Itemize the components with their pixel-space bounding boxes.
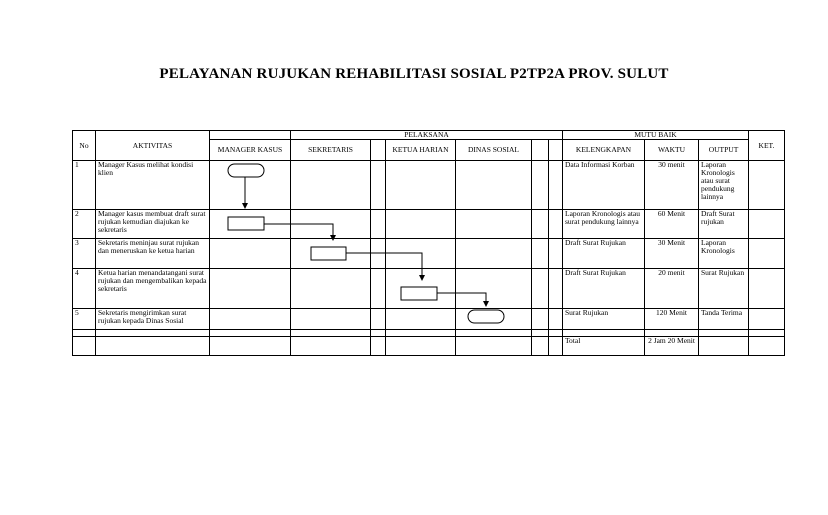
table-row [73, 239, 785, 269]
row-aktivitas: Manager kasus membuat draft surat rujukan kemudian diajukan ke sekretaris [96, 210, 210, 239]
row-waktu: 20 menit [645, 269, 699, 309]
row-kelengkapan: Draft Surat Rujukan [563, 239, 645, 269]
header-waktu: WAKTU [645, 140, 699, 161]
header-spacer [532, 140, 549, 161]
header-no: No [73, 131, 96, 161]
header-spacer [549, 140, 563, 161]
row-aktivitas: Ketua harian menandatangani surat rujukan dan mengembalikan kepada sekretaris [96, 269, 210, 309]
row-kelengkapan: Draft Surat Rujukan [563, 269, 645, 309]
row-no: 1 [73, 161, 96, 210]
header-output: OUTPUT [699, 140, 749, 161]
header-manager-kasus: MANAGER KASUS [210, 140, 291, 161]
row-output: Tanda Terima [699, 309, 749, 330]
header-sekretaris: SEKRETARIS [291, 140, 371, 161]
table-row-blank [73, 330, 785, 337]
row-aktivitas: Manager Kasus melihat kondisi klien [96, 161, 210, 210]
total-waktu: 2 Jam 20 Menit [645, 337, 699, 356]
row-output: Laporan Kronologis atau surat pendukung lainnya [699, 161, 749, 210]
row-output: Draft Surat rujukan [699, 210, 749, 239]
table-row [73, 309, 785, 330]
total-label: Total [563, 337, 645, 356]
header-ket: KET. [749, 131, 785, 161]
row-waktu: 30 Menit [645, 239, 699, 269]
total-row [73, 337, 785, 356]
table-row [73, 161, 785, 210]
row-kelengkapan: Data Informasi Korban [563, 161, 645, 210]
header-aktivitas: AKTIVITAS [96, 131, 210, 161]
row-waktu: 30 menit [645, 161, 699, 210]
header-kelengkapan: KELENGKAPAN [563, 140, 645, 161]
row-output: Laporan Kronologis [699, 239, 749, 269]
header-ketua-harian: KETUA HARIAN [386, 140, 456, 161]
header-pelaksana: PELAKSANA [291, 131, 563, 140]
table-row [73, 269, 785, 309]
row-no: 4 [73, 269, 96, 309]
row-waktu: 120 Menit [645, 309, 699, 330]
row-no: 5 [73, 309, 96, 330]
row-no: 2 [73, 210, 96, 239]
row-aktivitas: Sekretaris meninjau surat rujukan dan meneruskan ke ketua harian [96, 239, 210, 269]
table-row [73, 210, 785, 239]
header-mutu-baik: MUTU BAIK [563, 131, 749, 140]
sop-table [72, 130, 785, 356]
page-title: PELAYANAN RUJUKAN REHABILITASI SOSIAL P2TP2A PROV. SULUT [159, 66, 669, 82]
row-waktu: 60 Menit [645, 210, 699, 239]
row-kelengkapan: Surat Rujukan [563, 309, 645, 330]
row-aktivitas: Sekretaris mengirimkan surat rujukan kepada Dinas Sosial [96, 309, 210, 330]
header-dinas-sosial: DINAS SOSIAL [456, 140, 532, 161]
row-no: 3 [73, 239, 96, 269]
header-spacer [371, 140, 386, 161]
row-kelengkapan: Laporan Kronologis atau surat pendukung lainnya [563, 210, 645, 239]
header-blank [210, 131, 291, 140]
row-output: Surat Rujukan [699, 269, 749, 309]
